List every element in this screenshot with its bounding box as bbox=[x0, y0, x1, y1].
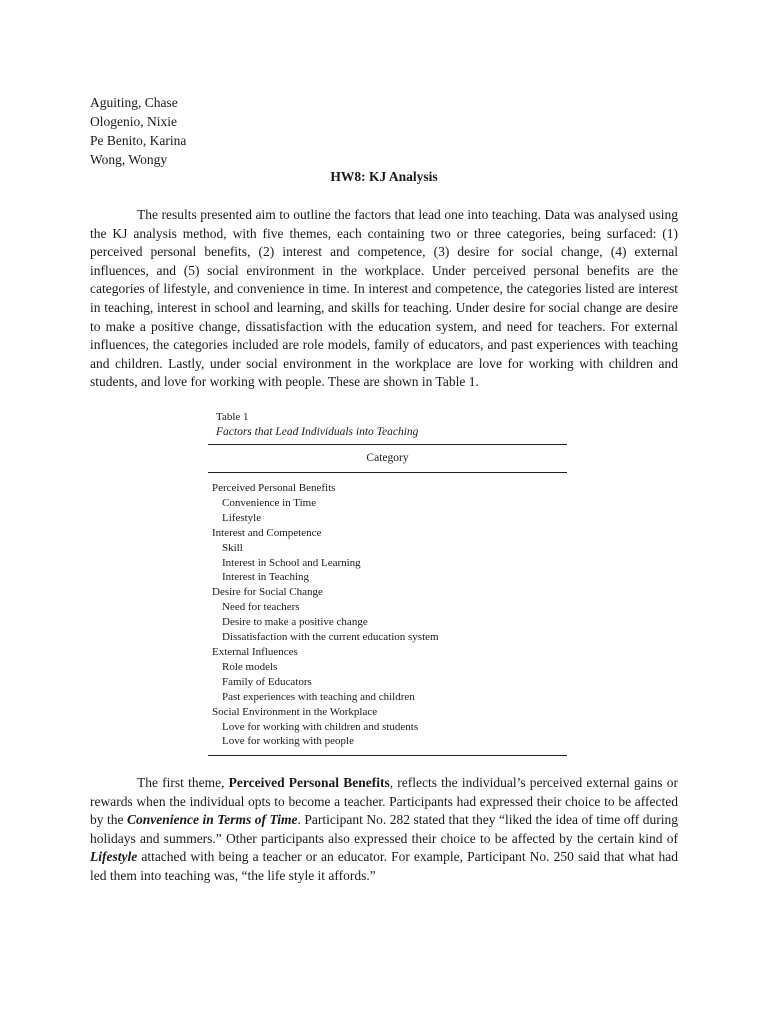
table-theme-row: External Influences bbox=[212, 645, 298, 658]
document-title: HW8: KJ Analysis bbox=[330, 169, 438, 184]
category-term-convenience: Convenience in Terms of Time bbox=[127, 812, 298, 828]
intro-paragraph: The results presented aim to outline the factors that lead one into teaching. Data was analysed using the KJ analysis method, with five themes, each containing two or three categories, being surfaced: (1) perceived personal benefits, (2) interest and competence, (3) desire for social change, (4) external influences, and (5) social environment in the workplace. Under perceived personal benefits are the categories of lifestyle, and convenience in time. In interest and competence, the categories listed are interest in teaching, interest in school and learning, and skills for teaching. Under desire for social change are desire to make a positive change, dissatisfaction with the education system, and need for teachers. For external influences, the categories included are role models, family of educators, and past experiences with teaching and children. Lastly, under social environment in the workplace are love for working with children and students, and love for working with people. These are shown in Table 1. bbox=[90, 207, 678, 390]
table-category-row: Convenience in Time bbox=[222, 496, 317, 509]
author-name: Aguiting, Chase bbox=[90, 95, 178, 110]
table-bottom-rule bbox=[208, 755, 567, 756]
first-theme-paragraph bbox=[90, 774, 678, 886]
text-run: , reflects the individual’s perceived external gains or rewards when the individual opts to become a teacher. Participants had expressed their choice to be affected by the bbox=[90, 775, 678, 828]
table-body bbox=[208, 473, 567, 755]
table-theme-row: Interest and Competence bbox=[212, 526, 322, 539]
text-run: The first theme, bbox=[137, 775, 229, 790]
table-category-row: Skill bbox=[222, 541, 243, 554]
text-run: attached with being a teacher or an educator. For example, Participant No. 250 said that what had led them into teaching was, “the life style it affords.” bbox=[90, 849, 678, 883]
table-number: Table 1 bbox=[216, 411, 249, 423]
factors-table bbox=[208, 410, 567, 756]
theme-term-perceived-personal-benefits: Perceived Personal Benefits bbox=[228, 775, 390, 790]
table-category-row: Interest in Teaching bbox=[222, 571, 309, 584]
table-category-row: Role models bbox=[222, 660, 278, 673]
table-caption: Factors that Lead Individuals into Teaching bbox=[216, 426, 419, 438]
table-category-row: Interest in School and Learning bbox=[222, 556, 361, 569]
table-category-row: Lifestyle bbox=[222, 511, 262, 524]
author-name: Ologenio, Nixie bbox=[90, 114, 177, 129]
author-list bbox=[90, 93, 186, 169]
table-category-row: Need for teachers bbox=[222, 601, 300, 614]
table-category-row: Dissatisfaction with the current education system bbox=[222, 631, 439, 644]
table-category-row: Past experiences with teaching and children bbox=[222, 690, 415, 703]
text-run: . Participant No. 282 stated that they “liked the idea of time off during holidays and summers.” Other participants also expressed their choice to be affected by the certain kind of bbox=[90, 812, 678, 846]
table-category-row: Desire to make a positive change bbox=[222, 616, 368, 629]
table-theme-row: Perceived Personal Benefits bbox=[212, 482, 336, 494]
author-name: Pe Benito, Karina bbox=[90, 133, 187, 148]
table-category-row: Family of Educators bbox=[222, 675, 312, 688]
category-term-lifestyle: Lifestyle bbox=[90, 849, 138, 865]
author-name: Wong, Wongy bbox=[90, 152, 168, 167]
table-header-category: Category bbox=[366, 452, 409, 464]
table-theme-row: Desire for Social Change bbox=[212, 586, 323, 599]
table-category-row: Love for working with people bbox=[222, 735, 354, 748]
table-category-row: Love for working with children and students bbox=[222, 720, 419, 733]
table-theme-row: Social Environment in the Workplace bbox=[212, 705, 378, 718]
